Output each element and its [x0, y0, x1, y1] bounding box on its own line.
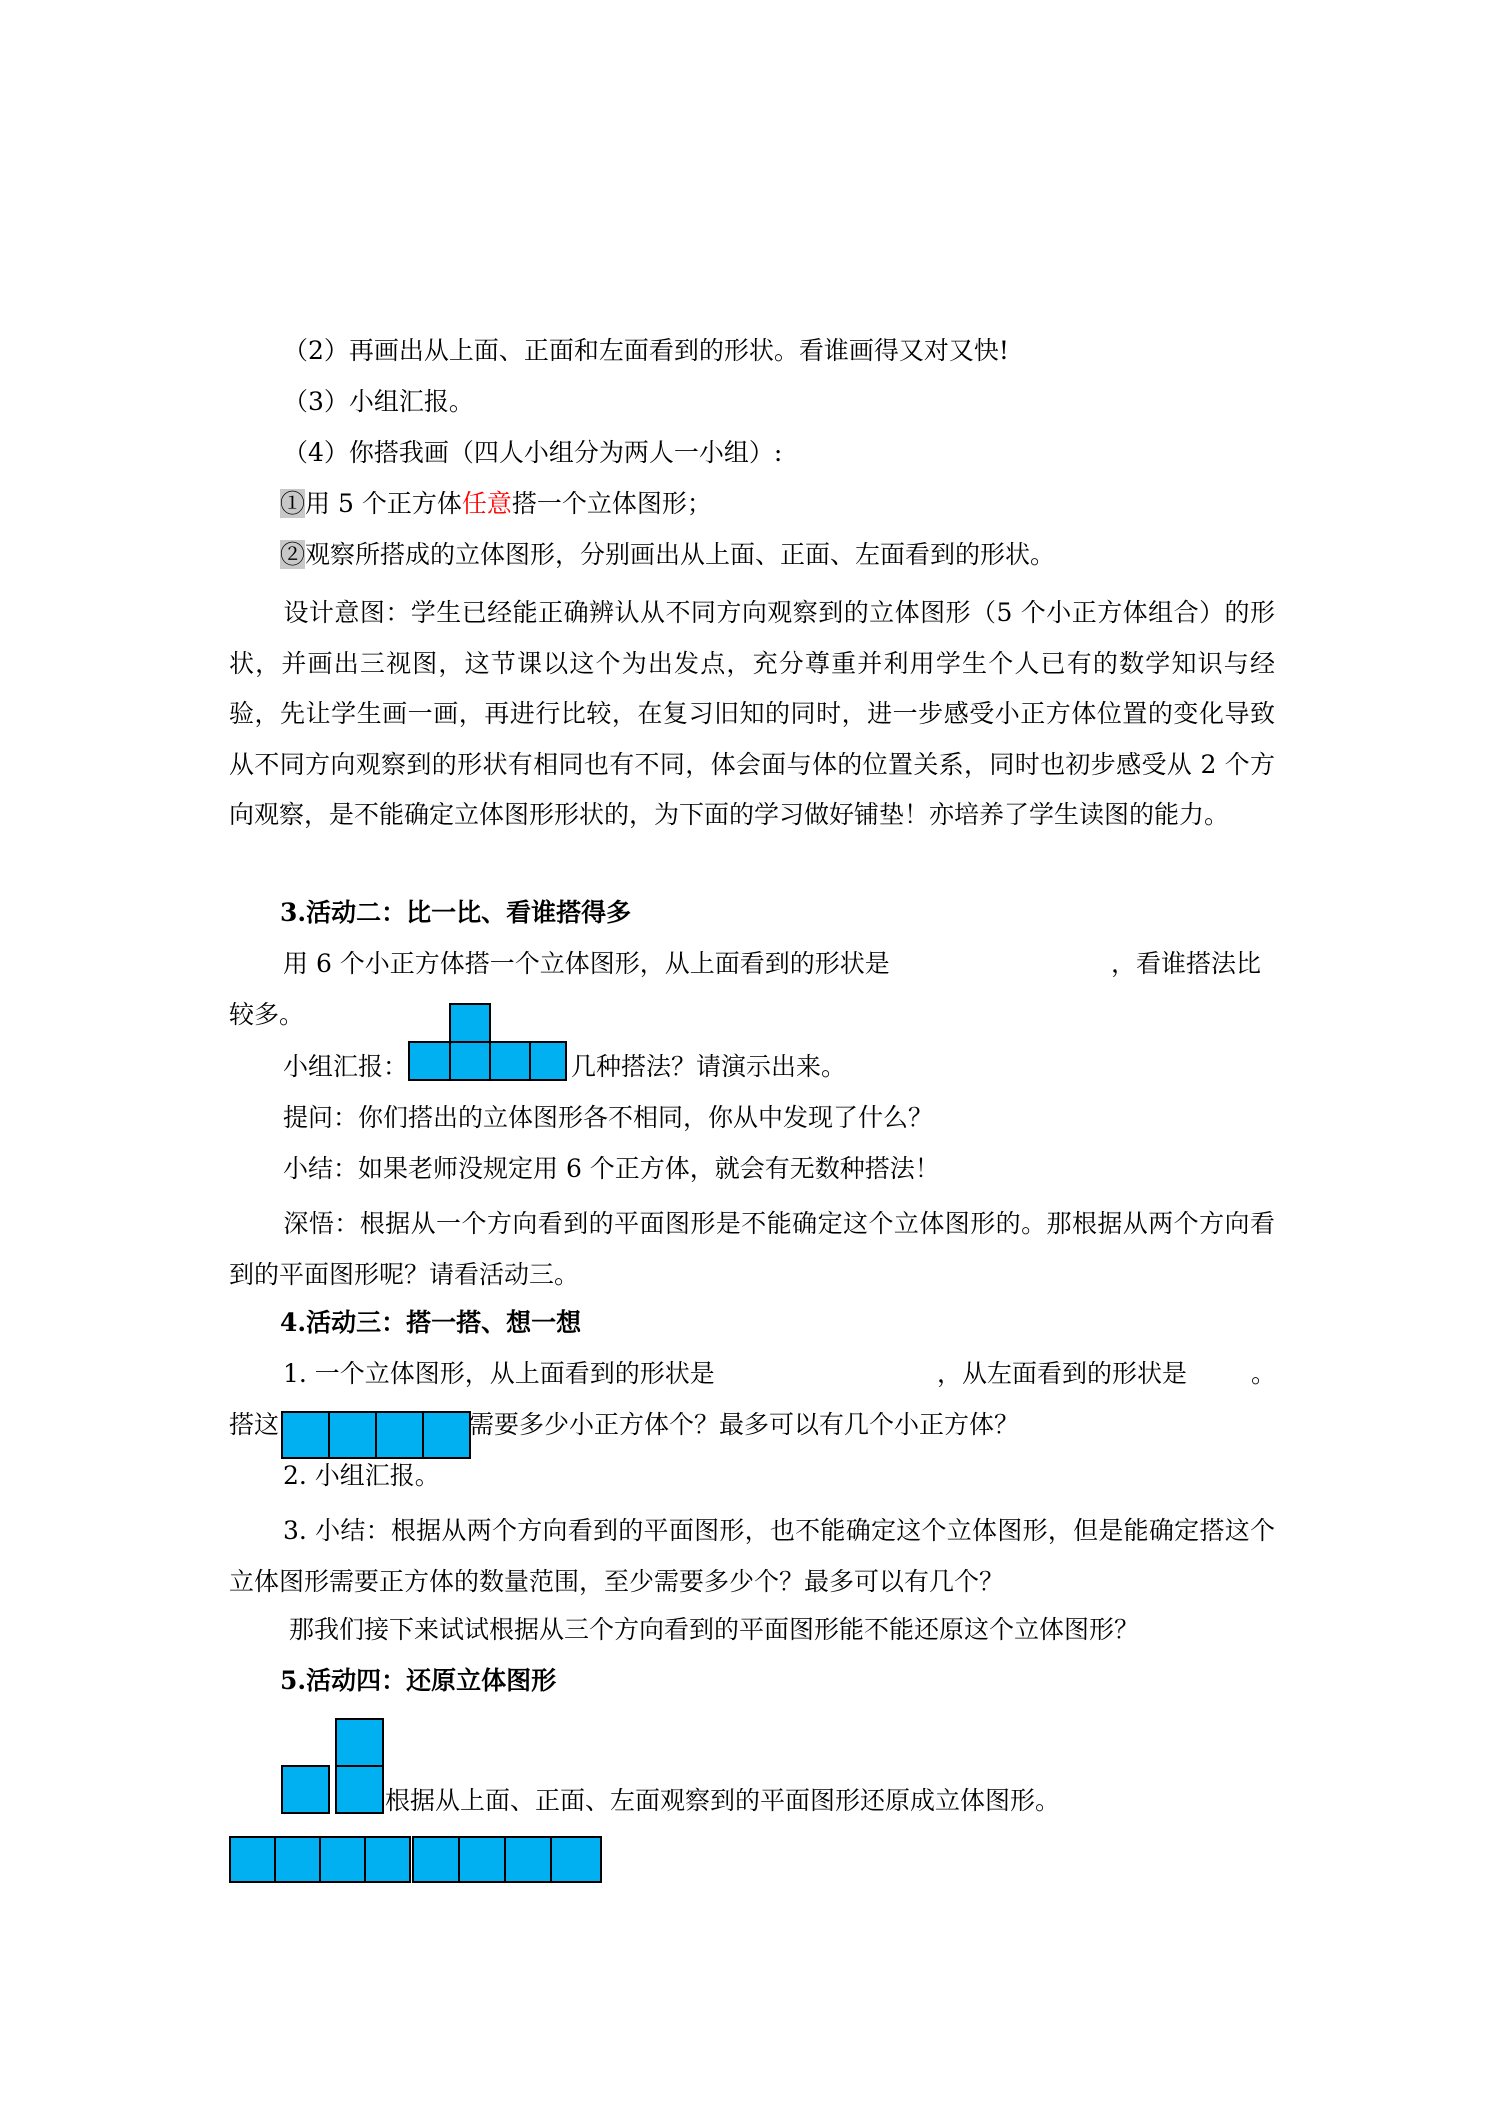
cube — [529, 1041, 567, 1081]
substep-2-text: 观察所搭成的立体图形，分别画出从上面、正面、左面看到的形状。 — [305, 540, 1056, 569]
activity3-q1-d: 搭这 — [229, 1410, 280, 1439]
cube — [364, 1836, 411, 1883]
substep-1-number: ① — [280, 489, 306, 518]
activity3-q2: 2. 小组汇报。 — [283, 1461, 440, 1490]
activity3-q3 — [229, 1506, 1275, 1607]
cube — [489, 1041, 531, 1081]
cube — [281, 1765, 330, 1814]
emphasis-word: 任意 — [461, 489, 512, 518]
activity4-text: 根据从上面、正面、左面观察到的平面图形还原成立体图形。 — [385, 1786, 1061, 1815]
activity3-q1-b: ，从左面看到的形状是 — [937, 1359, 1188, 1388]
substep-1 — [280, 487, 712, 521]
substep-2-number: ② — [280, 540, 306, 569]
activity2-heading: 3.活动二：比一比、看谁搭得多 — [280, 898, 632, 927]
design-intent-text: 设计意图：学生已经能正确辨认从不同方向观察到的立体图形（5 个小正方体组合）的形状，并画出三视图，这节课以这个为出发点，充分尊重并利用学生个人已有的数学知识与经验，先让学生画一画，再进行比较，在复习旧知的同时，进一步感受小正方体位置的变化导致从不同方向观察到的形状有相同也有不同，体会面与体的位置关系，同时也初步感受从 2 个方向观察，是不能确定立体图形形状的，为下面的学习做好铺垫！亦培养了学生读图的能力。 — [229, 598, 1275, 829]
activity3-q1-e: 需要多少小正方体个？最多可以有几个小正方体？ — [469, 1410, 1020, 1439]
substep-1-text-b: 搭一个立体图形； — [511, 489, 712, 518]
substep-2 — [280, 538, 1055, 572]
activity2-summary: 小结：如果老师没规定用 6 个正方体，就会有无数种搭法！ — [283, 1154, 940, 1183]
activity2-insight — [229, 1199, 1275, 1300]
activity3-q4: 那我们接下来试试根据从三个方向看到的平面图形能不能还原这个立体图形？ — [289, 1615, 1140, 1644]
activity4-heading: 5.活动四：还原立体图形 — [280, 1666, 557, 1695]
cube — [335, 1765, 384, 1814]
activity3-q1-a: 1. 一个立体图形，从上面看到的形状是 — [283, 1359, 715, 1388]
cube — [375, 1411, 424, 1459]
cube — [319, 1836, 366, 1883]
activity3-heading: 4.活动三：搭一搭、想一想 — [280, 1308, 582, 1337]
design-intent-paragraph — [229, 588, 1275, 841]
step-2-text: （2）再画出从上面、正面和左面看到的形状。看谁画得又对又快! — [283, 336, 1009, 365]
cube — [458, 1836, 506, 1883]
step-4-text: （4）你搭我画（四人小组分为两人一小组）: — [283, 438, 783, 467]
cube — [274, 1836, 321, 1883]
cube — [335, 1718, 384, 1767]
cube — [449, 1003, 491, 1043]
activity2-report-a: 小组汇报： — [283, 1052, 409, 1081]
activity2-question-c: 较多。 — [229, 1000, 305, 1029]
step-3-text: （3）小组汇报。 — [283, 387, 474, 416]
cube — [408, 1041, 451, 1081]
activity2-question-a: 用 6 个小正方体搭一个立体图形，从上面看到的形状是 — [283, 949, 890, 978]
cube — [412, 1836, 460, 1883]
activity3-q3-text: 3. 小结：根据从两个方向看到的平面图形，也不能确定这个立体图形，但是能确定搭这个立体图形需要正方体的数量范围，至少需要多少个？最多可以有几个？ — [229, 1516, 1275, 1596]
activity2-ask: 提问：你们搭出的立体图形各不相同，你从中发现了什么？ — [283, 1103, 934, 1132]
cube — [550, 1836, 602, 1883]
cube — [504, 1836, 552, 1883]
activity3-q1-c: 。 — [1251, 1359, 1277, 1388]
cube — [328, 1411, 377, 1459]
activity2-question-b: ，看谁搭法比 — [1111, 949, 1262, 978]
cube — [449, 1041, 491, 1081]
cube — [422, 1411, 471, 1459]
cube — [281, 1411, 330, 1459]
substep-1-text-a: 用 5 个正方体 — [305, 489, 462, 518]
activity2-report-b: 几种搭法？请演示出来。 — [571, 1052, 847, 1081]
cube — [229, 1836, 276, 1883]
activity2-insight-text: 深悟：根据从一个方向看到的平面图形是不能确定这个立体图形的。那根据从两个方向看到的平面图形呢？请看活动三。 — [229, 1209, 1275, 1289]
